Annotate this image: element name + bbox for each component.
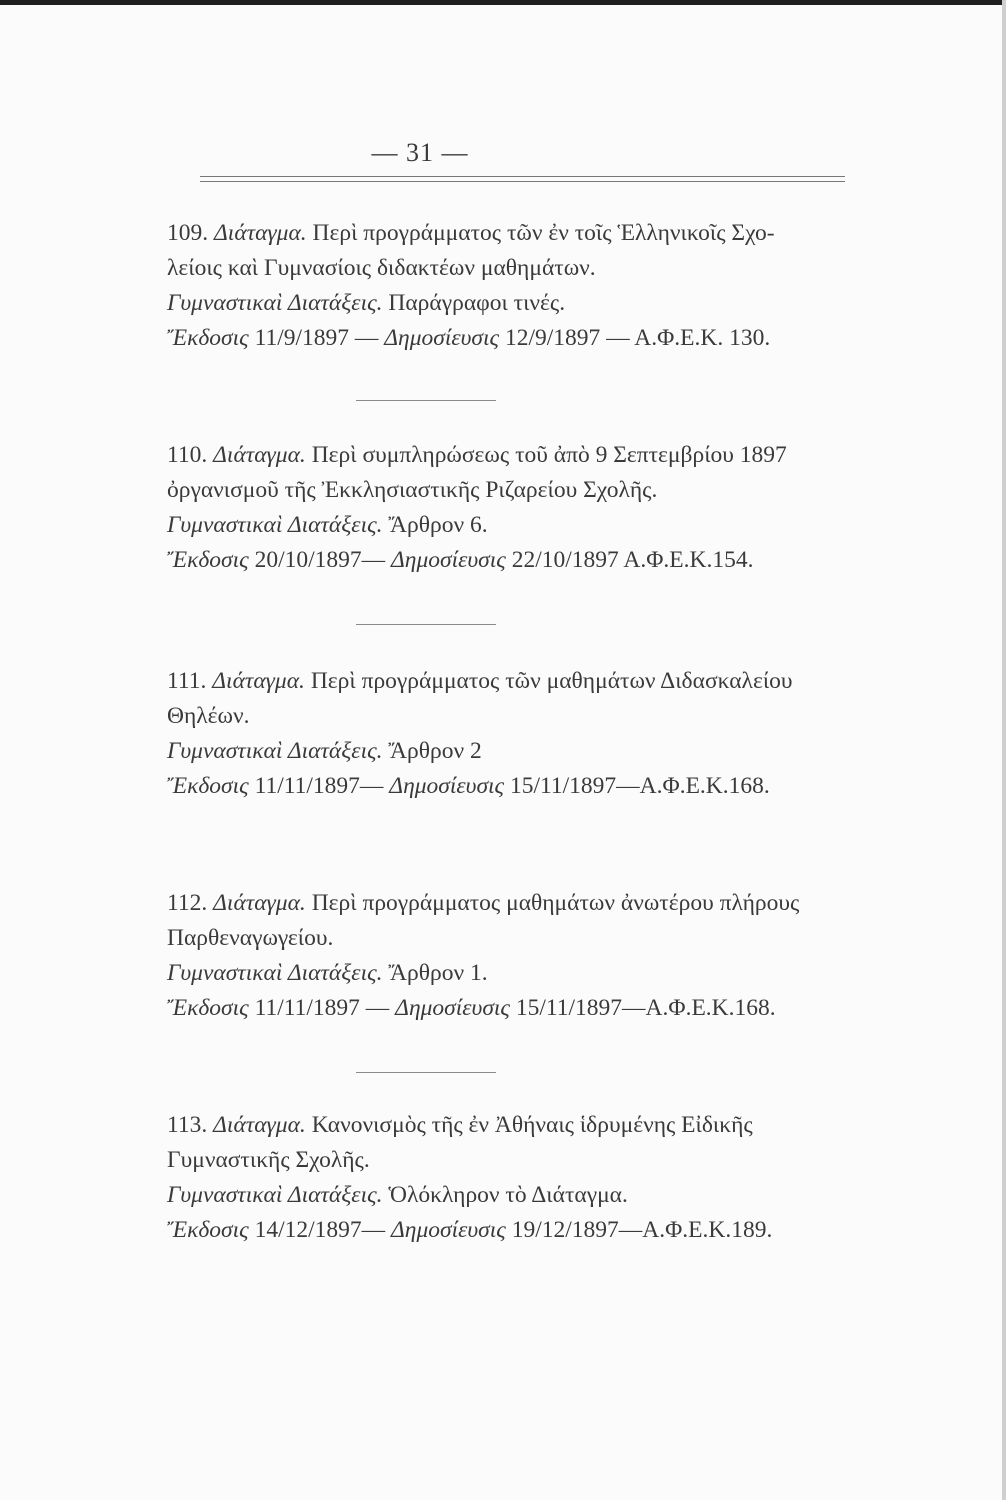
entry-category: Γυμναστικαὶ Διατάξεις. <box>167 738 383 764</box>
entry-category-line <box>167 1184 867 1219</box>
entry-articles: Παράγραφοι τινές. <box>388 290 566 316</box>
entry-dates-line <box>167 775 867 810</box>
entry-type: Διάταγμα. <box>212 668 305 694</box>
publication-label: Δημοσίευσις <box>384 325 500 351</box>
issue-date: 11/11/1897 — <box>254 995 390 1021</box>
entry-dates-line <box>167 327 867 362</box>
decree-entry-112 <box>167 892 867 1032</box>
issue-label: Ἔκδοσις <box>167 325 249 351</box>
decree-entry-110 <box>167 444 867 584</box>
publication-date: 12/9/1897 — Α.Φ.Ε.Κ. 130. <box>504 325 771 351</box>
entry-number: 109. <box>167 220 209 246</box>
decree-entry-109 <box>167 222 867 362</box>
header-rule-top <box>200 176 845 177</box>
entry-category-line <box>167 514 867 549</box>
entry-separator <box>356 1072 496 1073</box>
entry-title-line <box>167 892 867 927</box>
scan-right-edge <box>1002 0 1006 1500</box>
publication-label: Δημοσίευσις <box>389 773 505 799</box>
entry-type: Διάταγμα. <box>213 890 306 916</box>
page-number: — 31 — <box>371 138 469 167</box>
entry-dates-line <box>167 997 867 1032</box>
publication-label: Δημοσίευσις <box>391 547 506 573</box>
entry-category: Γυμναστικαὶ Διατάξεις. <box>167 960 383 986</box>
issue-date: 20/10/1897— <box>254 547 386 573</box>
issue-date: 11/11/1897— <box>254 773 384 799</box>
entry-dates-line <box>167 1219 867 1254</box>
entry-category: Γυμναστικαὶ Διατάξεις. <box>167 1182 383 1208</box>
entry-category: Γυμναστικαὶ Διατάξεις. <box>167 512 383 538</box>
entry-title-continued: Παρθεναγωγείου. <box>167 925 334 951</box>
entry-title-continued: ὀργανισμοῦ τῆς Ἐκκλησιαστικῆς Ριζαρείου Σχολῆς. <box>167 477 658 503</box>
issue-label: Ἔκδοσις <box>167 773 249 799</box>
entry-title-line <box>167 222 867 257</box>
entry-type: Διάταγμα. <box>213 1112 306 1138</box>
entry-articles: Ἄρθρον 1. <box>388 960 488 986</box>
decree-entry-113 <box>167 1114 867 1254</box>
entry-articles: Ὁλόκληρον τὸ Διάταγμα. <box>388 1182 628 1208</box>
entry-number: 112. <box>167 890 208 916</box>
entry-title-continued: Γυμναστικῆς Σχολῆς. <box>167 1147 370 1173</box>
entry-articles: Ἄρθρον 6. <box>388 512 488 538</box>
entry-category-line <box>167 740 867 775</box>
header-rule-bottom <box>200 181 845 182</box>
decree-entry-111 <box>167 670 867 810</box>
issue-label: Ἔκδοσις <box>167 547 249 573</box>
entry-separator <box>356 624 496 625</box>
entry-type: Διάταγμα. <box>213 442 306 468</box>
entry-category: Γυμναστικαὶ Διατάξεις. <box>167 290 383 316</box>
publication-date: 19/12/1897—Α.Φ.Ε.Κ.189. <box>511 1217 773 1243</box>
publication-label: Δημοσίευσις <box>391 1217 506 1243</box>
entry-title-line <box>167 1114 867 1149</box>
scan-top-edge <box>0 0 1006 5</box>
entry-dates-line <box>167 549 867 584</box>
entry-title: Περὶ προγράμματος τῶν μαθημάτων Διδασκαλείου <box>310 668 793 694</box>
publication-date: 22/10/1897 Α.Φ.Ε.Κ.154. <box>511 547 754 573</box>
entry-category-line <box>167 292 867 327</box>
entry-title: Περὶ συμπληρώσεως τοῦ ἀπὸ 9 Σεπτεμβρίου 1897 <box>311 442 787 468</box>
entry-title-line <box>167 444 867 479</box>
entry-separator <box>356 400 496 401</box>
issue-label: Ἔκδοσις <box>167 1217 249 1243</box>
entry-type: Διάταγμα. <box>214 220 307 246</box>
entry-title: Περὶ προγράμματος μαθημάτων ἀνωτέρου πλήρους <box>311 890 800 916</box>
entry-number: 113. <box>167 1112 208 1138</box>
entry-title: Κανονισμὸς τῆς ἐν Ἀθήναις ἱδρυμένης Εἰδικῆς <box>311 1112 753 1138</box>
entry-number: 110. <box>167 442 208 468</box>
publication-date: 15/11/1897—Α.Φ.Ε.Κ.168. <box>509 773 770 799</box>
issue-date: 14/12/1897— <box>254 1217 386 1243</box>
issue-label: Ἔκδοσις <box>167 995 249 1021</box>
entry-title-continued: λείοις καὶ Γυμνασίοις διδακτέων μαθημάτων. <box>167 255 596 281</box>
publication-label: Δημοσίευσις <box>395 995 510 1021</box>
entry-number: 111. <box>167 668 207 694</box>
issue-date: 11/9/1897 — <box>254 325 379 351</box>
publication-date: 15/11/1897—Α.Φ.Ε.Κ.168. <box>515 995 776 1021</box>
entry-category-line <box>167 962 867 997</box>
entry-title-continued: Θηλέων. <box>167 703 250 729</box>
entry-title: Περὶ προγράμματος τῶν ἐν τοῖς Ἑλληνικοῖς Σχο- <box>312 220 775 246</box>
entry-articles: Ἄρθρον 2 <box>388 738 482 764</box>
entry-title-line <box>167 670 867 705</box>
